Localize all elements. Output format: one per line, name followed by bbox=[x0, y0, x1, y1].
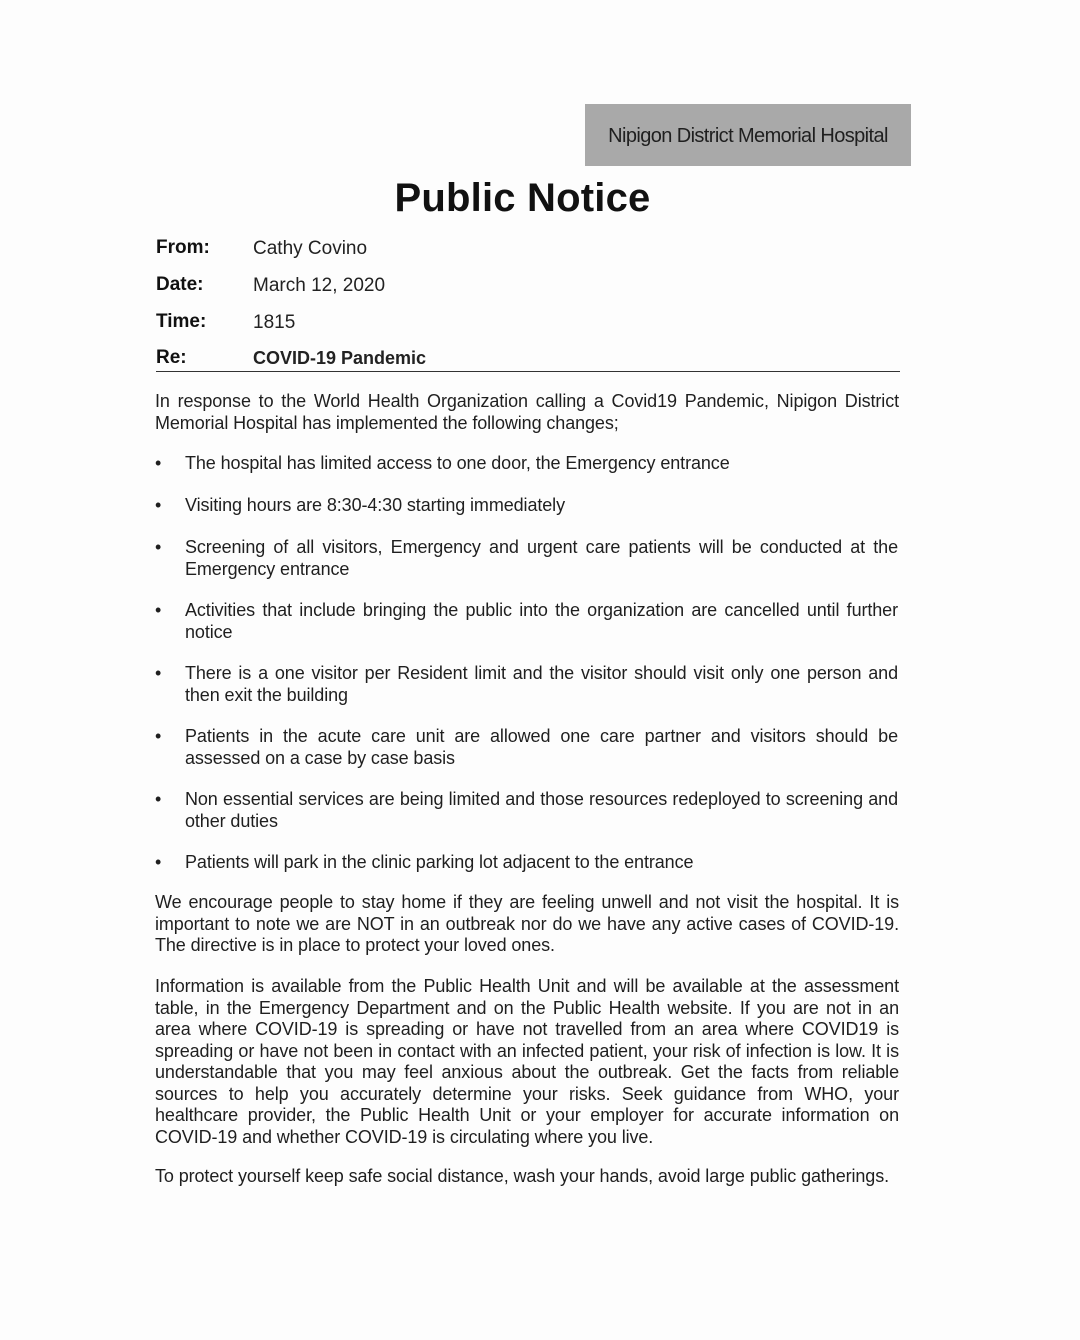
list-item-text: Activities that include bringing the public into the organization are cancelled until further notice bbox=[185, 600, 898, 642]
bullet-icon: • bbox=[155, 495, 162, 515]
bullet-icon: • bbox=[155, 537, 162, 557]
bullet-icon: • bbox=[155, 663, 162, 683]
re-value: COVID-19 Pandemic bbox=[253, 348, 427, 368]
from-value: Cathy Covino bbox=[253, 238, 368, 259]
list-item-text: The hospital has limited access to one door, the Emergency entrance bbox=[185, 453, 730, 473]
bullet-icon: • bbox=[155, 453, 162, 473]
time-label: Time: bbox=[156, 311, 207, 332]
bullet-icon: • bbox=[155, 726, 162, 746]
time-value: 1815 bbox=[253, 312, 296, 333]
intro-paragraph: In response to the World Health Organization calling a Covid19 Pandemic, Nipigon District Memorial Hospital has implemented the following changes; bbox=[155, 391, 899, 433]
bullet-icon: • bbox=[155, 600, 162, 620]
meta-row-date bbox=[156, 274, 900, 304]
meta-row-re bbox=[156, 347, 900, 377]
date-label: Date: bbox=[156, 274, 204, 295]
list-item-text: Patients in the acute care unit are allowed one care partner and visitors should be assessed on a case by case basis bbox=[185, 726, 898, 768]
bullet-icon: • bbox=[155, 789, 162, 809]
list-item-text: Visiting hours are 8:30-4:30 starting immediately bbox=[185, 495, 565, 515]
paragraph-information: Information is available from the Public Health Unit and will be available at the assessment table, in the Emergency Department and on the Public Health website. If you are not in an area where COVID-19 is spreading or have not travelled from an area where COVID19 is spreading or have not been in contact with an infected patient, your risk of infection is low. It is understandable that you may feel anxious about the outbreak. Get the facts from reliable sources to help you accurately determine your risks. Seek guidance from WHO, your healthcare provider, the Public Health Unit or your employer for accurate information on COVID-19 and whether COVID-19 is circulating where you live. bbox=[155, 976, 899, 1147]
meta-row-time bbox=[156, 311, 900, 341]
date-value: March 12, 2020 bbox=[253, 275, 386, 296]
list-item-text: Patients will park in the clinic parking lot adjacent to the entrance bbox=[185, 852, 694, 872]
page-title: Public Notice bbox=[394, 176, 651, 220]
list-item-text: Screening of all visitors, Emergency and urgent care patients will be conducted at the Emergency entrance bbox=[185, 537, 898, 579]
list-item-text: There is a one visitor per Resident limit and the visitor should visit only one person and then exit the building bbox=[185, 663, 898, 705]
list-item-text: Non essential services are being limited and those resources redeployed to screening and other duties bbox=[185, 789, 898, 831]
organization-banner: Nipigon District Memorial Hospital bbox=[585, 104, 911, 166]
from-label: From: bbox=[156, 237, 210, 258]
paragraph-stay-home: We encourage people to stay home if they are feeling unwell and not visit the hospital. It is important to note we are NOT in an outbreak nor do we have any active cases of COVID-19. The directive is in place to protect your loved ones. bbox=[155, 892, 899, 955]
paragraph-protect: To protect yourself keep safe social distance, wash your hands, avoid large public gatherings. bbox=[155, 1166, 890, 1186]
re-label: Re: bbox=[156, 347, 187, 368]
header-divider bbox=[156, 371, 900, 372]
meta-row-from bbox=[156, 237, 900, 267]
bullet-icon: • bbox=[155, 852, 162, 872]
